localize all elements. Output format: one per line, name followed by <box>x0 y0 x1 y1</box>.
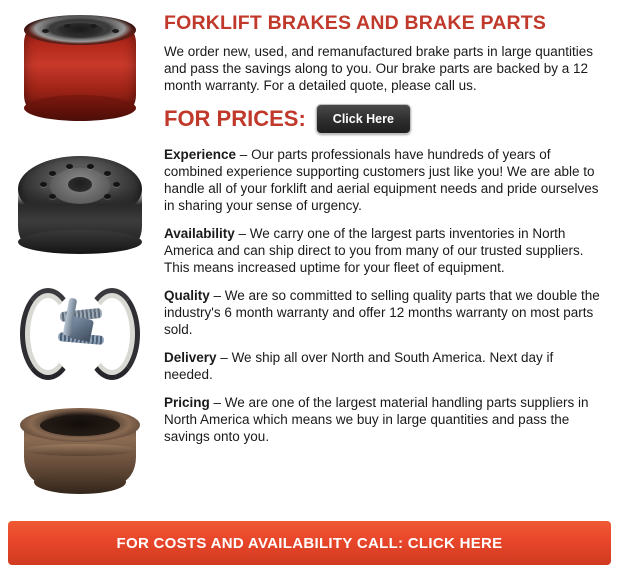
feature-dash-delivery: – <box>216 350 232 365</box>
feature-term-delivery: Delivery <box>164 350 217 365</box>
page-title: FORKLIFT BRAKES AND BRAKE PARTS <box>164 12 547 34</box>
footer-cta-label: FOR COSTS AND AVAILABILITY CALL: CLICK HERE <box>116 534 503 552</box>
feature-term-pricing: Pricing <box>164 395 210 410</box>
click-here-button[interactable]: Click Here <box>316 104 411 134</box>
feature-text-pricing: We are one of the largest material handling parts suppliers in North America which means we buy in large quantities and pass the savings onto you. <box>164 395 589 444</box>
brown-brake-drum-icon <box>20 408 140 500</box>
for-prices-label: FOR PRICES: <box>164 106 306 131</box>
red-brake-drum-icon <box>18 21 142 117</box>
feature-dash-pricing: – <box>209 395 225 410</box>
product-image-brown-brake-drum <box>0 398 160 510</box>
feature-delivery <box>164 349 605 383</box>
prices-cta-row <box>164 104 605 134</box>
product-image-red-brake-drum <box>0 0 160 138</box>
brake-shoes-icon <box>14 282 146 386</box>
article-content <box>160 0 619 456</box>
feature-pricing <box>164 394 605 445</box>
feature-term-experience: Experience <box>164 147 237 162</box>
feature-text-delivery: We ship all over North and South America. Next day if needed. <box>164 350 554 382</box>
feature-dash-quality: – <box>209 288 225 303</box>
feature-text-availability: We carry one of the largest parts inventories in North America and can ship direct to you from many of our trusted suppliers. This means increased uptime for your fleet of equipment. <box>164 226 584 275</box>
feature-availability <box>164 225 605 276</box>
intro-paragraph: We order new, used, and remanufactured brake parts in large quantities and pass the savings along to you. Our brake parts are backed by a 12 month warranty. For a detailed quote, please call us. <box>164 44 594 93</box>
product-image-brake-shoes <box>0 270 160 398</box>
grey-brake-drum-icon <box>16 154 144 254</box>
feature-term-availability: Availability <box>164 226 235 241</box>
feature-quality <box>164 287 605 338</box>
footer-cta-banner[interactable] <box>8 521 611 565</box>
feature-dash-availability: – <box>234 226 250 241</box>
feature-dash-experience: – <box>236 147 252 162</box>
product-image-column <box>0 0 160 510</box>
feature-experience <box>164 146 605 214</box>
feature-term-quality: Quality <box>164 288 210 303</box>
product-image-grey-brake-drum <box>0 138 160 270</box>
feature-text-quality: We are so committed to selling quality parts that we double the industry's 6 month warranty and offer 12 months warranty on most parts sold. <box>164 288 600 337</box>
feature-text-experience: Our parts professionals have hundreds of years of combined experience supporting customers just like you! We are able to handle all of your forklift and aerial equipment needs and pride ourselves in sharing your sense of urgency. <box>164 147 599 213</box>
